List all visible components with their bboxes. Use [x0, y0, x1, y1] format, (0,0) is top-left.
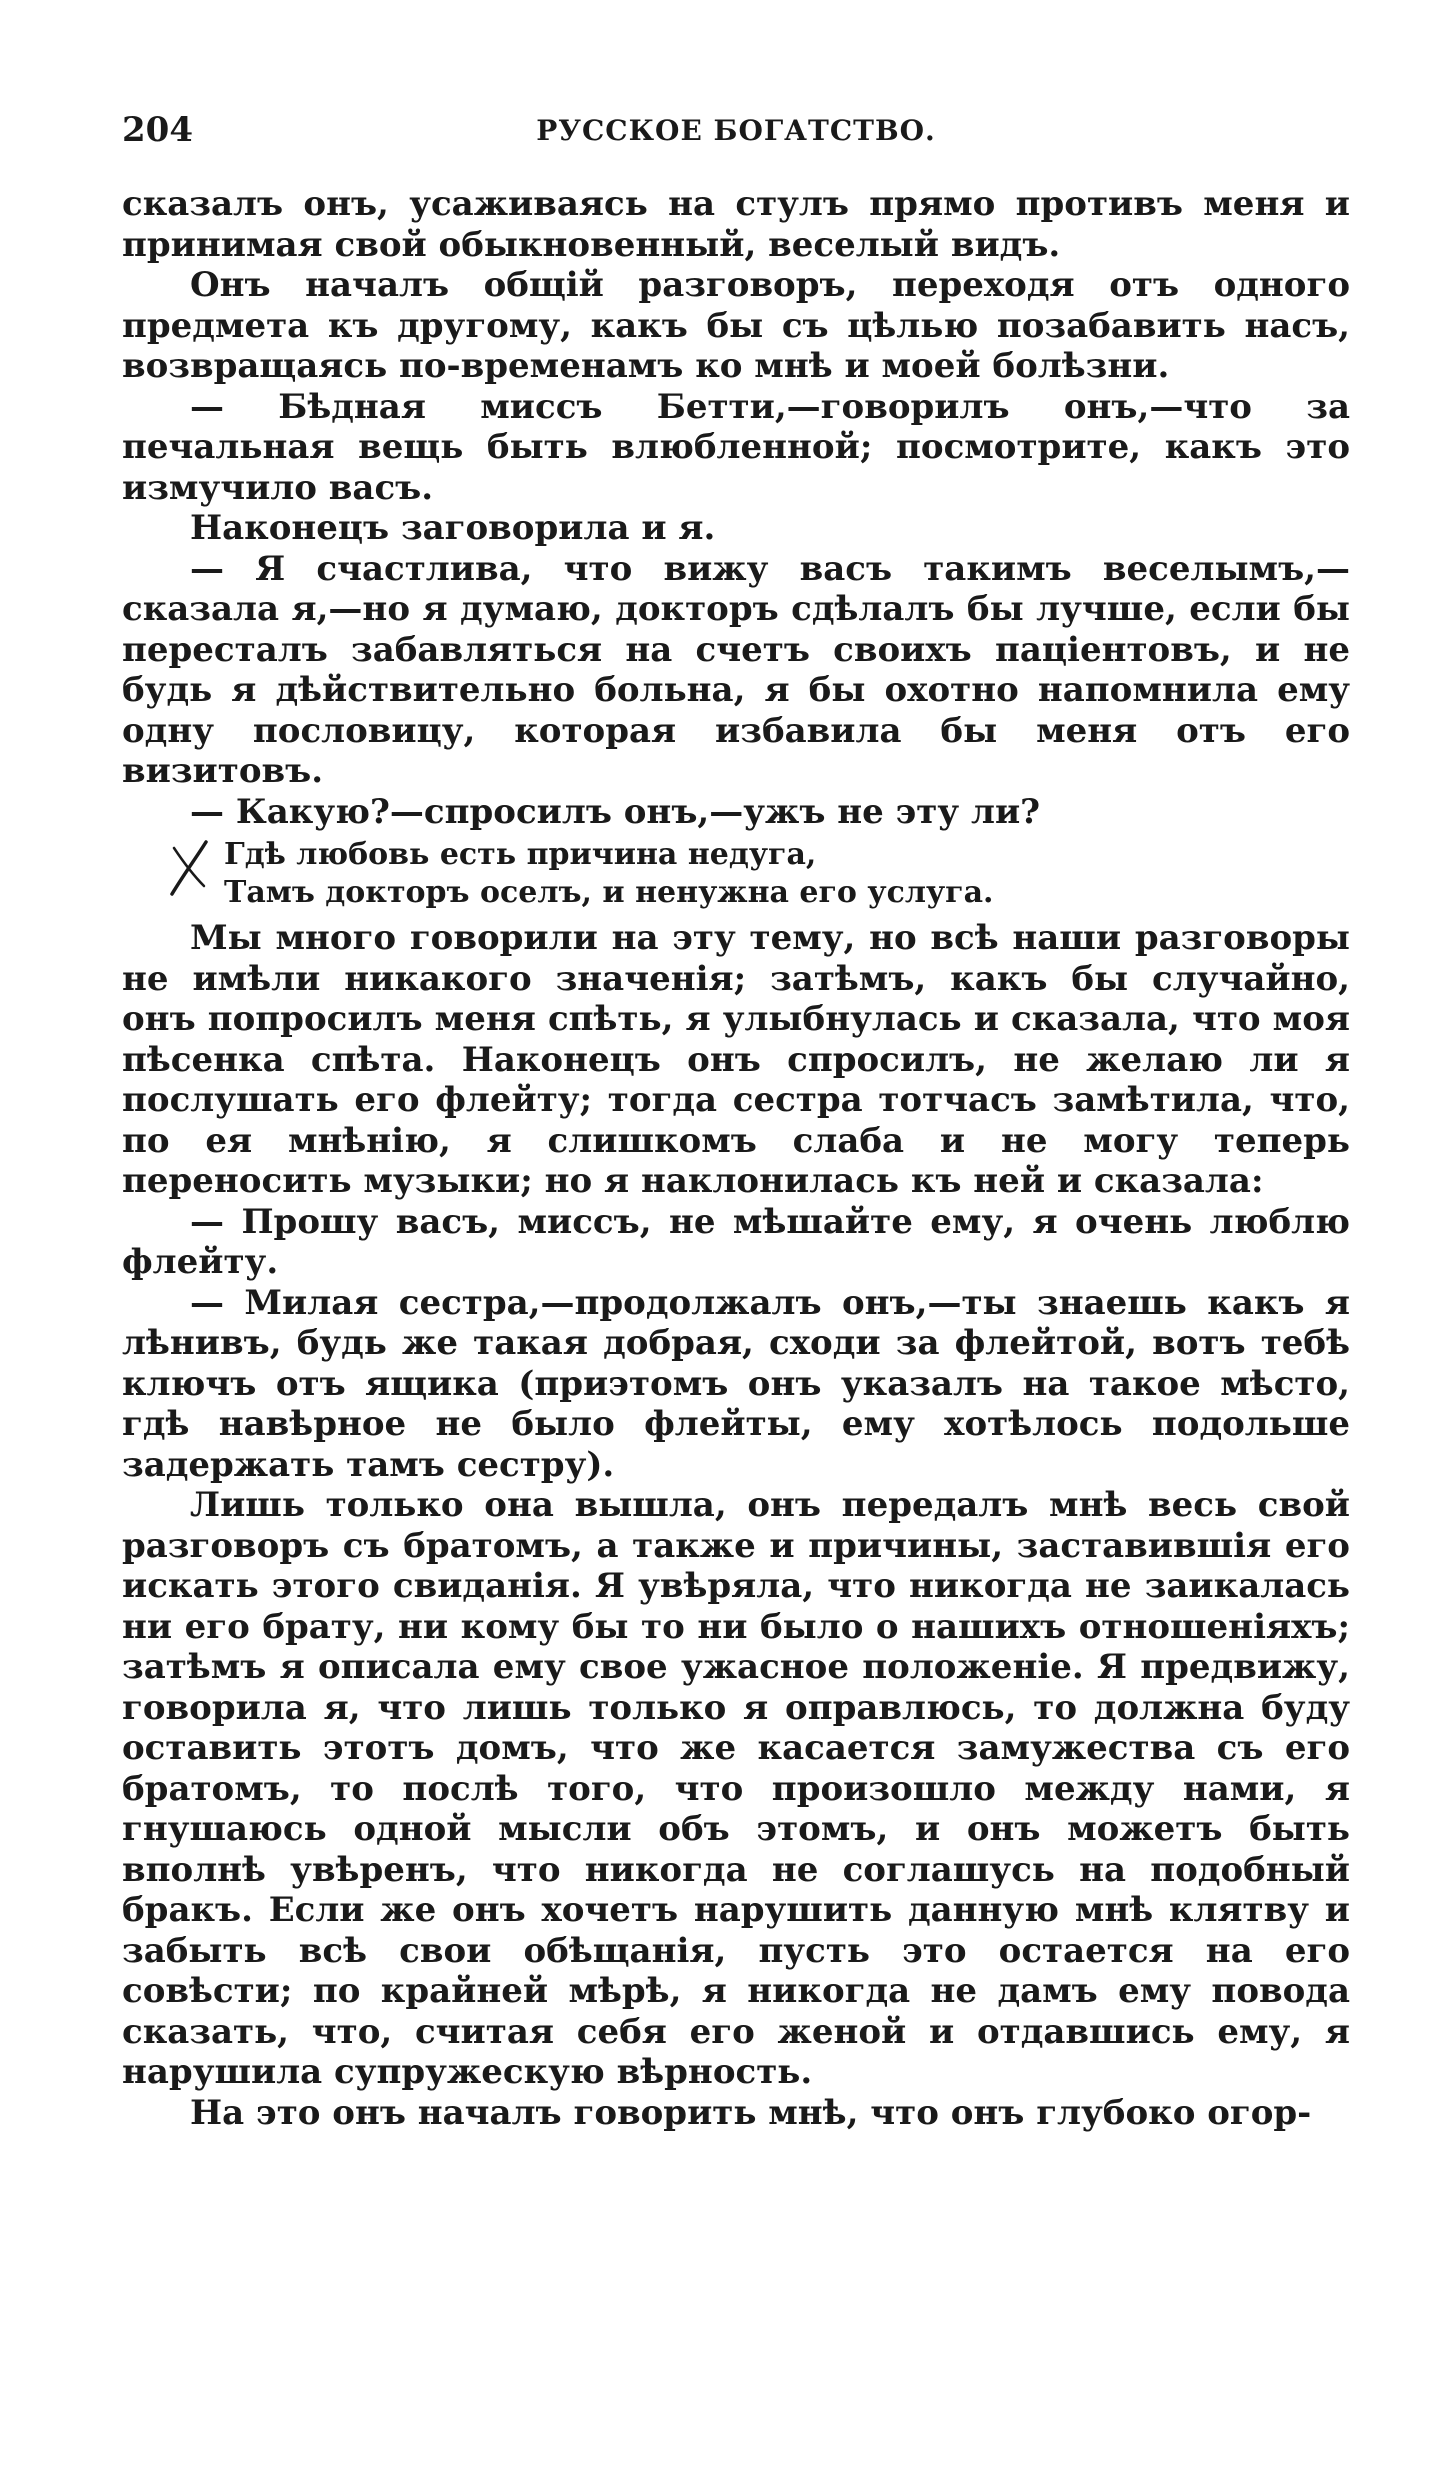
paragraph: Наконецъ заговорила и я. — [190, 508, 716, 548]
paragraph: — Я счастлива, что вижу васъ такимъ веселымъ,—сказала я,—но я думаю, докторъ сдѣлалъ бы лучше, если бы пересталъ забавляться на счетъ своихъ паціентовъ, и не будь я дѣйствительно больна, я бы охотно напомнила ему одну пословицу, которая избавила бы меня отъ его визитовъ. — [122, 548, 1350, 791]
paragraph: На это онъ началъ говорить мнѣ, что онъ глубоко огор- — [190, 2092, 1312, 2133]
book-page — [122, 110, 1350, 2133]
body-text — [122, 184, 1350, 2133]
verse-quote — [122, 836, 1350, 912]
paragraph: — Какую?—спросилъ онъ,—ужъ не эту ли? — [190, 791, 1041, 832]
paragraph: Онъ началъ общій разговоръ, переходя отъ одного предмета къ другому, какъ бы съ цѣлью позабавить насъ, возвращаясь по-временамъ ко мнѣ и моей болѣзни. — [122, 265, 1350, 386]
page-header — [122, 110, 1350, 170]
paragraph: Лишь только она вышла, онъ передалъ мнѣ весь свой разговоръ съ братомъ, а также и причины, заставившія его искать этого свиданія. Я увѣряла, что никогда не заикалась ни его брату, ни кому бы то ни было о нашихъ отношеніяхъ; затѣмъ я описала ему свое ужасное положеніе. Я предвижу, говорила я, что лишь только я оправлюсь, то должна буду оставить этотъ домъ, что же касается замужества съ его братомъ, то послѣ того, что произошло между нами, я гнушаюсь одной мысли объ этомъ, и онъ можетъ быть вполнѣ увѣренъ, что никогда не соглашусь на подобный бракъ. Если же онъ хочетъ нарушить данную мнѣ клятву и забыть всѣ свои обѣщанія, пусть это остается на его совѣсти; по крайней мѣрѣ, я никогда не дамъ ему повода сказать, что, считая себя его женой и отдавшись ему, я нарушила супружескую вѣрность. — [122, 1485, 1350, 2092]
verse-line: Тамъ докторъ оселъ, и ненужна его услуга. — [224, 875, 994, 910]
paragraph: — Милая сестра,—продолжалъ онъ,—ты знаешь какъ я лѣнивъ, будь же такая добрая, сходи за флейтой, вотъ тебѣ ключъ отъ ящика (приэтомъ онъ указалъ на такое мѣсто, гдѣ навѣрное не было флейты, ему хотѣлось подольше задержать тамъ сестру). — [122, 1282, 1350, 1485]
paragraph: — Прошу васъ, миссъ, не мѣшайте ему, я очень люблю флейту. — [122, 1201, 1350, 1282]
page-number: 204 — [122, 110, 193, 150]
paragraph: Мы много говорили на эту тему, но всѣ наши разговоры не имѣли никакого значенія; затѣмъ, какъ бы случайно, онъ попросилъ меня спѣть, я улыбнулась и сказала, что моя пѣсенка спѣта. Наконецъ онъ спросилъ, не желаю ли я послушать его флейту; тогда сестра тотчасъ замѣтила, что, по ея мнѣнію, я слишкомъ слаба и не могу теперь переносить музыки; но я наклонилась къ ней и сказала: — [122, 918, 1350, 1201]
running-title: РУССКОЕ БОГАТСТВО. — [536, 114, 936, 147]
handwritten-margin-mark — [166, 838, 212, 898]
paragraph: сказалъ онъ, усаживаясь на стулъ прямо противъ меня и принимая свой обыкновенный, веселый видъ. — [122, 184, 1350, 265]
verse-line: Гдѣ любовь есть причина недуга, — [224, 837, 817, 872]
paragraph: — Бѣдная миссъ Бетти,—говорилъ онъ,—что за печальная вещь быть влюбленной; посмотрите, какъ это измучило васъ. — [122, 386, 1350, 508]
